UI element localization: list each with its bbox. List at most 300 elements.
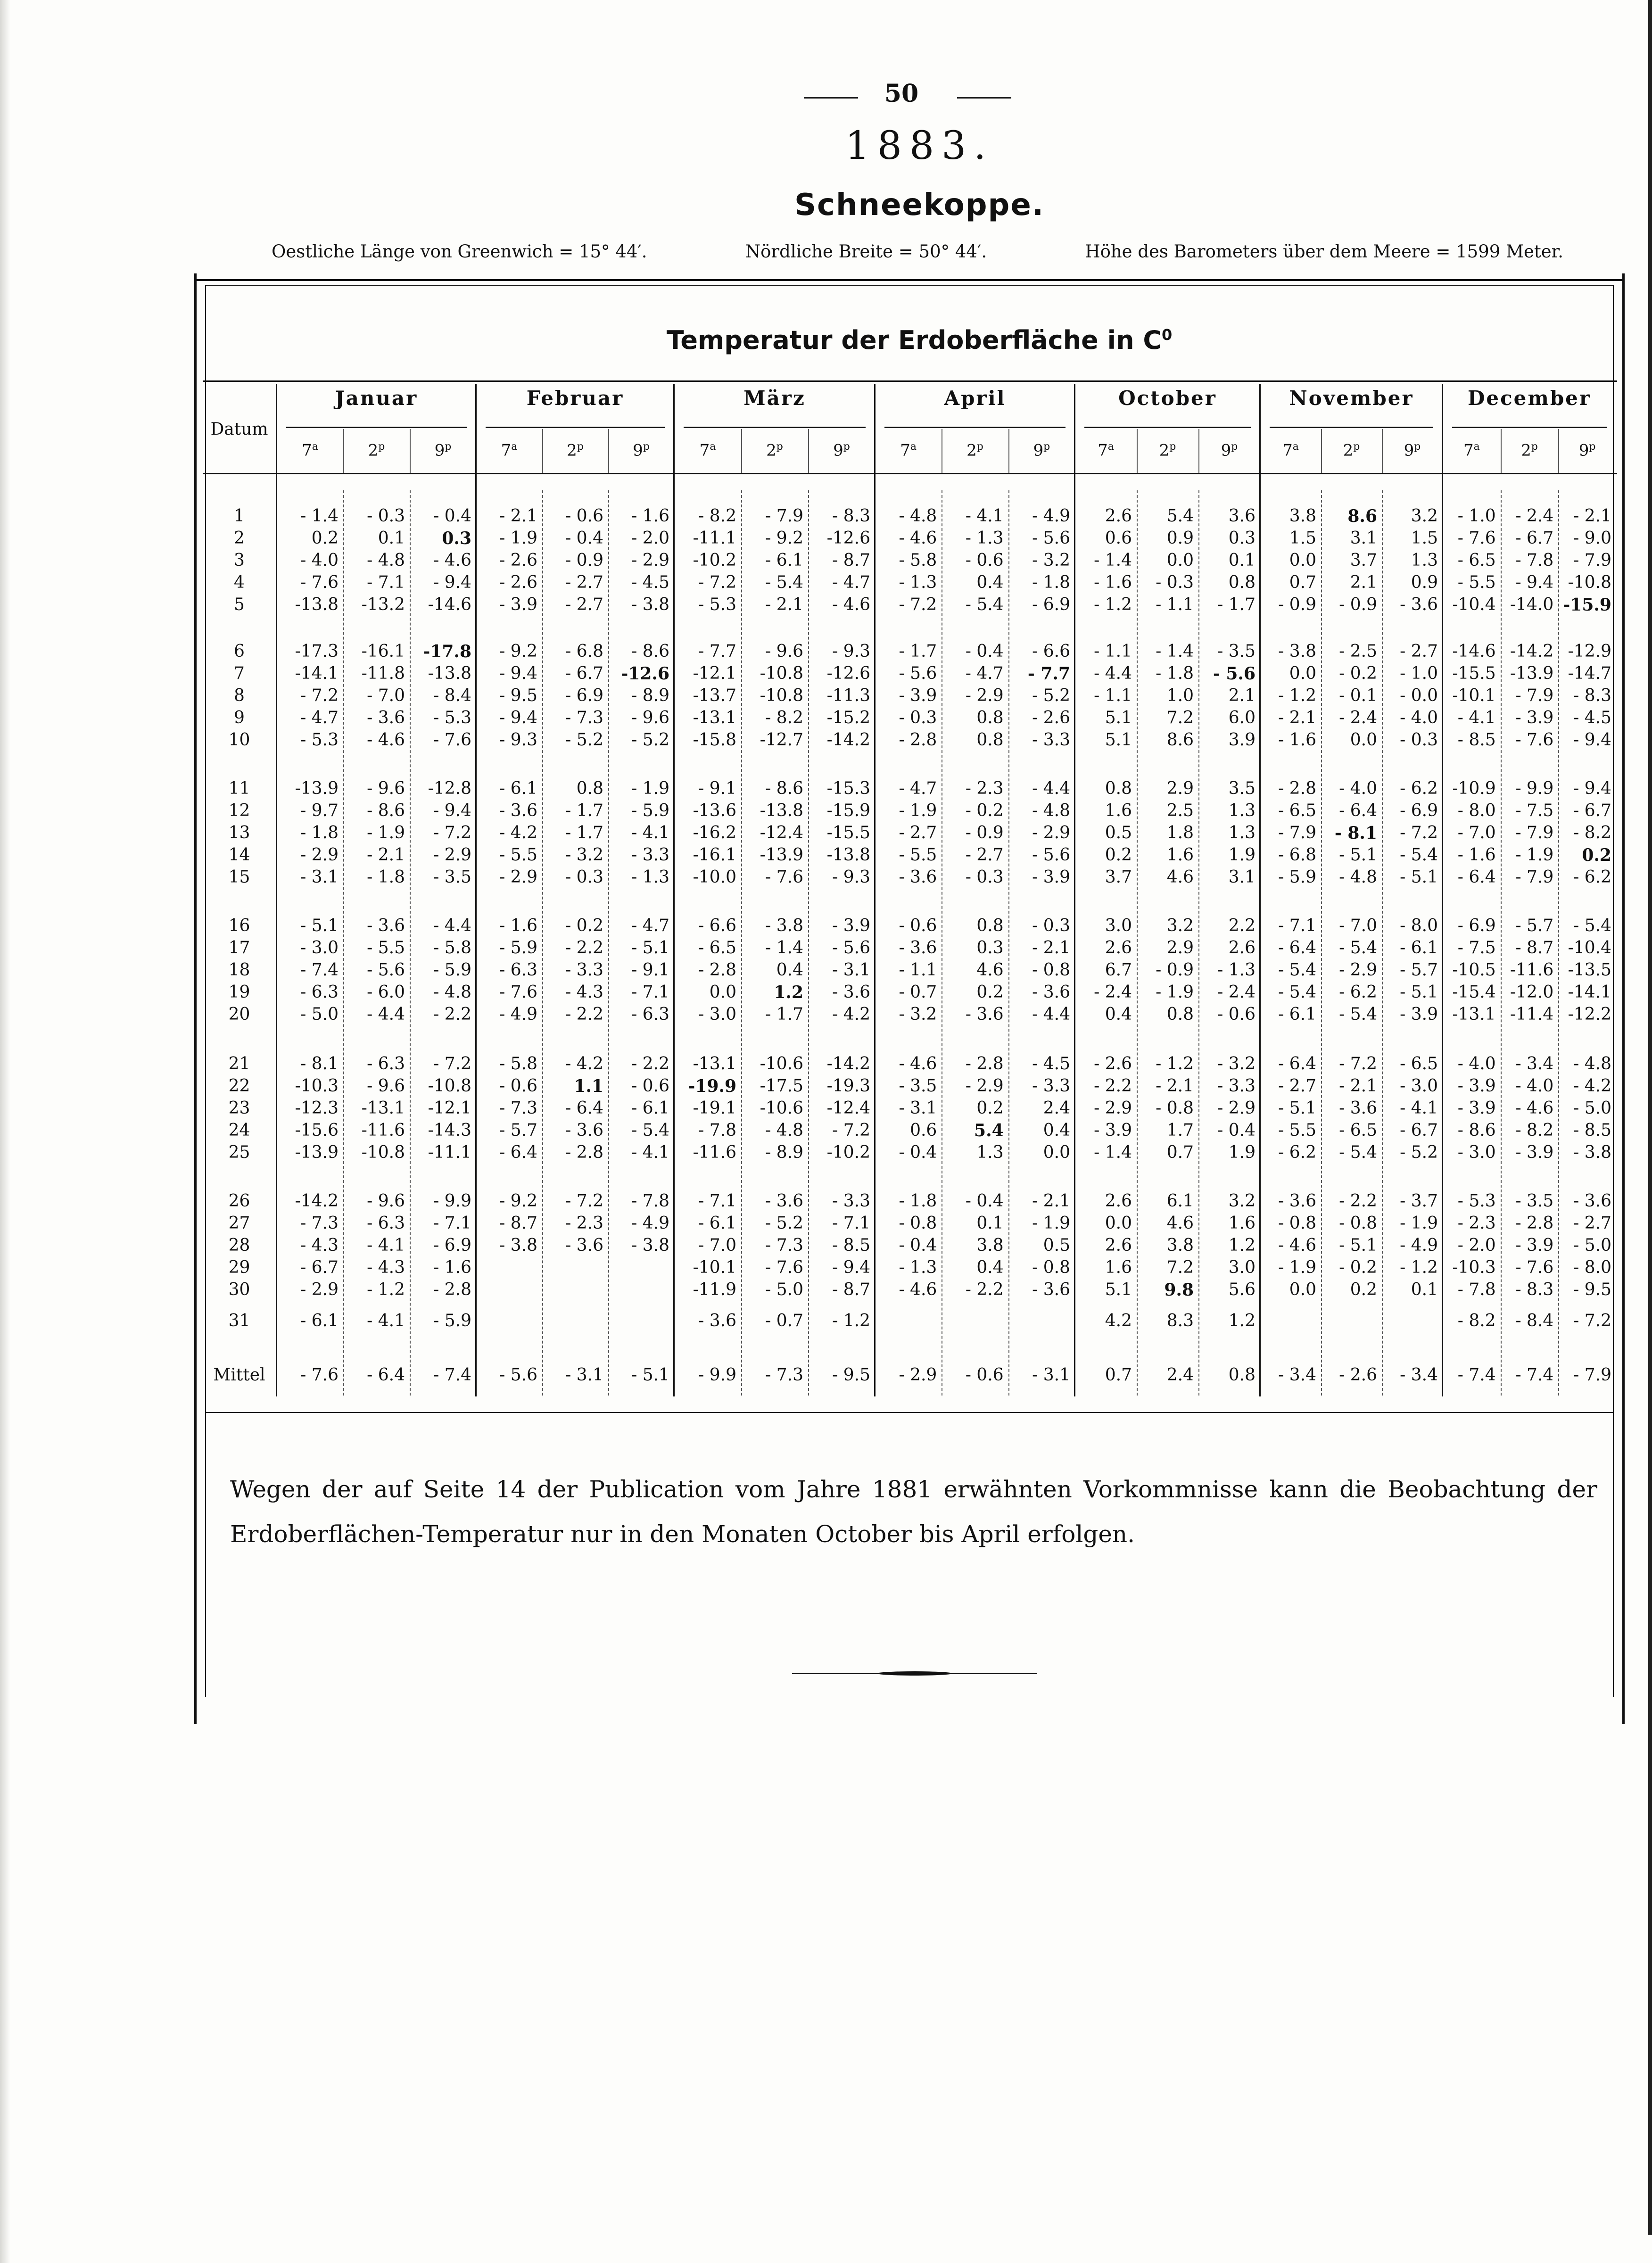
month-column-border <box>673 384 675 1396</box>
table-cell: - 3.6 <box>565 1121 603 1140</box>
row-label: 8 <box>234 686 245 705</box>
subcolumn-hour: 9 <box>633 441 643 460</box>
table-cell: - 4.8 <box>1339 867 1377 887</box>
table-cell: - 5.9 <box>499 938 537 958</box>
table-cell: - 8.6 <box>367 801 405 820</box>
subcolumn-header <box>1137 441 1198 460</box>
subcolumn-dashed-divider <box>343 490 344 1396</box>
table-cell: - 4.5 <box>631 573 669 592</box>
table-cell: - 4.1 <box>367 1311 405 1330</box>
table-cell: 3.5 <box>1228 779 1256 798</box>
table-cell: 7.2 <box>1166 708 1194 727</box>
table-cell: - 2.6 <box>1094 1054 1132 1074</box>
table-cell: - 3.7 <box>1400 1191 1438 1211</box>
table-cell: - 3.6 <box>698 1311 736 1330</box>
table-cell: - 3.9 <box>1094 1121 1132 1140</box>
table-cell: - 0.1 <box>1339 686 1377 705</box>
row-label: 2 <box>234 529 245 548</box>
row-label: 27 <box>228 1214 250 1233</box>
table-cell: - 8.7 <box>832 1280 870 1299</box>
table-cell: -10.6 <box>760 1098 803 1118</box>
table-cell: -12.0 <box>1510 983 1554 1002</box>
table-cell: - 3.8 <box>631 1236 669 1255</box>
table-cell: 0.9 <box>1411 573 1438 592</box>
row-label: 16 <box>228 916 250 935</box>
table-cell: - 0.2 <box>1339 664 1377 683</box>
table-cell: - 4.0 <box>300 551 339 570</box>
table-cell: - 1.3 <box>965 529 1004 548</box>
table-cell: - 3.0 <box>698 1005 736 1024</box>
table-cell: - 3.6 <box>499 801 537 820</box>
table-cell: - 5.1 <box>1339 1236 1377 1255</box>
table-cell: 4.6 <box>976 960 1004 980</box>
table-cell: -14.7 <box>1568 664 1611 683</box>
table-cell: - 6.1 <box>765 551 803 570</box>
table-cell: 0.5 <box>1043 1236 1070 1255</box>
table-cell: -13.9 <box>295 779 339 798</box>
table-cell: - 3.9 <box>1032 867 1070 887</box>
subcolumn-suffix: a <box>1292 441 1299 453</box>
table-cell: - 4.4 <box>367 1005 405 1024</box>
subcolumn-hour: 9 <box>1578 441 1589 460</box>
subcolumn-divider <box>808 429 809 474</box>
table-cell: 2.4 <box>1166 1365 1194 1385</box>
table-cell: - 3.6 <box>1278 1191 1316 1211</box>
table-cell: 8.6 <box>1166 730 1194 750</box>
table-cell: - 9.9 <box>698 1365 736 1385</box>
table-cell: 3.8 <box>1166 1236 1194 1255</box>
table-cell: - 4.8 <box>1032 801 1070 820</box>
table-cell: - 2.3 <box>1457 1214 1496 1233</box>
page-edge <box>1648 0 1652 2235</box>
subcolumn-header <box>741 441 808 460</box>
table-cell: - 9.3 <box>499 730 537 750</box>
table-cell: - 7.1 <box>832 1214 870 1233</box>
table-cell: - 3.9 <box>1515 708 1554 727</box>
table-cell: - 6.1 <box>1400 938 1438 958</box>
table-cell: 3.0 <box>1105 916 1132 935</box>
table-cell: -12.6 <box>826 664 870 683</box>
page-number: 50 <box>884 79 919 108</box>
table-cell: - 1.0 <box>1400 664 1438 683</box>
subcolumn-dashed-divider <box>1008 490 1009 1396</box>
table-cell: 0.0 <box>1289 664 1316 683</box>
table-cell: - 7.2 <box>1400 823 1438 842</box>
table-cell: -15.3 <box>826 779 870 798</box>
table-cell: - 7.2 <box>698 573 736 592</box>
table-cell: - 6.7 <box>1573 801 1611 820</box>
table-cell: - 1.4 <box>1094 1143 1132 1162</box>
table-cell: - 6.2 <box>1400 779 1438 798</box>
subcolumn-hour: 9 <box>1221 441 1231 460</box>
table-cell: - 2.7 <box>899 823 937 842</box>
table-cell: -11.3 <box>826 686 870 705</box>
table-title-degree: 0 <box>1161 326 1173 344</box>
table-cell: 6.1 <box>1166 1191 1194 1211</box>
end-ornament <box>792 1671 1037 1675</box>
table-cell: - 9.3 <box>832 867 870 887</box>
table-cell: - 0.4 <box>1217 1121 1256 1140</box>
table-cell: - 1.6 <box>433 1258 471 1277</box>
table-cell: -14.3 <box>428 1121 471 1140</box>
table-cell: - 4.1 <box>1400 1098 1438 1118</box>
table-cell: - 7.9 <box>765 506 803 526</box>
table-cell: - 4.8 <box>433 983 471 1002</box>
table-cell: - 6.5 <box>1457 551 1496 570</box>
table-cell: - 6.8 <box>565 642 603 661</box>
table-cell: - 1.2 <box>1094 595 1132 614</box>
table-cell: - 2.7 <box>1573 1214 1611 1233</box>
table-cell: 5.4 <box>1166 506 1194 526</box>
table-cell: -13.2 <box>361 595 405 614</box>
table-cell: - 3.5 <box>899 1076 937 1096</box>
geo-latitude: Nördliche Breite = 50° 44′. <box>745 241 987 262</box>
table-cell: - 1.8 <box>1156 664 1194 683</box>
table-cell: -13.9 <box>1510 664 1554 683</box>
table-cell: 2.9 <box>1166 779 1194 798</box>
table-cell: - 6.3 <box>367 1054 405 1074</box>
table-cell: -10.8 <box>1568 573 1611 592</box>
table-cell: - 3.2 <box>899 1005 937 1024</box>
table-cell: - 3.8 <box>1278 642 1316 661</box>
table-cell: - 4.9 <box>1032 506 1070 526</box>
table-cell: - 8.2 <box>1573 823 1611 842</box>
table-cell: - 6.3 <box>367 1214 405 1233</box>
subcolumn-divider <box>1198 429 1199 474</box>
month-header-januar: Januar <box>335 387 418 410</box>
subcolumn-suffix: p <box>776 441 783 453</box>
table-cell: - 6.3 <box>499 960 537 980</box>
subcolumn-dashed-divider <box>808 490 809 1396</box>
subcolumn-header <box>476 441 542 460</box>
table-cell: 0.0 <box>709 983 736 1002</box>
table-cell: - 5.2 <box>565 730 603 750</box>
table-cell: - 9.6 <box>765 642 803 661</box>
subcolumn-header <box>410 441 476 460</box>
month-header-märz: März <box>743 387 806 410</box>
table-cell: - 6.9 <box>1457 916 1496 935</box>
table-cell: - 0.3 <box>899 708 937 727</box>
subcolumn-dashed-divider <box>1501 490 1502 1396</box>
geo-longitude: Oestliche Länge von Greenwich = 15° 44′. <box>272 241 647 262</box>
table-cell: - 2.3 <box>965 779 1004 798</box>
table-cell: - 7.2 <box>433 1054 471 1074</box>
table-cell: 5.6 <box>1228 1280 1256 1299</box>
table-cell: - 8.9 <box>765 1143 803 1162</box>
subcolumn-header <box>1501 441 1559 460</box>
table-cell: - 6.0 <box>367 983 405 1002</box>
table-cell: - 3.0 <box>1457 1143 1496 1162</box>
month-header-october: October <box>1118 387 1217 410</box>
subcolumn-header <box>343 441 410 460</box>
table-cell: - 3.0 <box>300 938 339 958</box>
table-cell: - 5.8 <box>433 938 471 958</box>
table-cell: -10.4 <box>1452 595 1496 614</box>
table-cell: - 4.2 <box>832 1005 870 1024</box>
table-cell: - 5.4 <box>765 573 803 592</box>
table-cell: - 7.8 <box>1515 551 1554 570</box>
subcolumn-divider <box>1137 429 1138 474</box>
table-cell: - 7.0 <box>698 1236 736 1255</box>
table-cell: - 7.9 <box>1515 686 1554 705</box>
row-label: Mittel <box>213 1365 265 1385</box>
table-cell: - 1.2 <box>832 1311 870 1330</box>
table-cell: - 0.9 <box>965 823 1004 842</box>
table-cell: - 9.4 <box>1573 730 1611 750</box>
table-cell: - 2.7 <box>565 595 603 614</box>
frame-top-rule <box>197 279 1622 281</box>
table-cell: - 9.4 <box>499 708 537 727</box>
table-cell: - 5.2 <box>765 1214 803 1233</box>
subcolumn-dashed-divider <box>410 490 411 1396</box>
table-cell: -10.8 <box>760 664 803 683</box>
table-cell: - 5.1 <box>1339 845 1377 865</box>
table-cell: - 7.6 <box>765 867 803 887</box>
table-cell: -10.8 <box>428 1076 471 1096</box>
table-cell: 2.9 <box>1166 938 1194 958</box>
table-cell: -12.9 <box>1568 642 1611 661</box>
table-cell: - 6.9 <box>433 1236 471 1255</box>
table-cell: - 3.6 <box>565 1236 603 1255</box>
table-cell: - 2.8 <box>565 1143 603 1162</box>
table-cell: 0.2 <box>1105 845 1132 865</box>
row-label: 31 <box>228 1311 250 1330</box>
subcolumn-divider <box>741 429 742 474</box>
table-cell: - 1.9 <box>1156 983 1194 1002</box>
table-cell: - 6.5 <box>1278 801 1316 820</box>
table-cell: 3.8 <box>1289 506 1316 526</box>
table-cell: - 1.1 <box>1094 642 1132 661</box>
table-cell: - 7.0 <box>367 686 405 705</box>
table-cell: - 3.6 <box>1339 1098 1377 1118</box>
subcolumn-header <box>674 441 741 460</box>
month-header-rule <box>486 427 665 428</box>
table-cell: - 2.9 <box>1339 960 1377 980</box>
table-cell: - 1.9 <box>631 779 669 798</box>
table-cell: - 4.6 <box>899 1280 937 1299</box>
table-cell: -10.8 <box>361 1143 405 1162</box>
table-cell: - 5.0 <box>765 1280 803 1299</box>
table-cell: - 0.3 <box>1032 916 1070 935</box>
table-cell: - 3.1 <box>565 1365 603 1385</box>
table-cell: 2.1 <box>1228 686 1256 705</box>
table-cell: 0.0 <box>1289 551 1316 570</box>
row-label: 14 <box>228 845 250 865</box>
table-cell: - 5.4 <box>1278 960 1316 980</box>
table-cell: - 8.2 <box>765 708 803 727</box>
subcolumn-header <box>277 441 343 460</box>
table-cell: - 9.5 <box>1573 1280 1611 1299</box>
table-cell: - 1.4 <box>1094 551 1132 570</box>
table-cell: - 2.7 <box>965 845 1004 865</box>
table-cell: -15.8 <box>693 730 736 750</box>
subcolumn-hour: 7 <box>900 441 910 460</box>
table-cell: - 6.4 <box>1457 867 1496 887</box>
month-header-rule <box>1452 427 1607 428</box>
table-cell: - 5.1 <box>631 1365 669 1385</box>
table-cell: - 8.0 <box>1400 916 1438 935</box>
month-header-december: December <box>1467 387 1592 410</box>
table-cell: - 2.6 <box>1032 708 1070 727</box>
table-cell: - 6.3 <box>300 983 339 1002</box>
table-cell: - 2.2 <box>1339 1191 1377 1211</box>
table-cell: - 3.6 <box>765 1191 803 1211</box>
table-cell: - 5.0 <box>1573 1236 1611 1255</box>
table-cell: -12.8 <box>428 779 471 798</box>
table-cell: - 4.8 <box>899 506 937 526</box>
table-cell: - 3.6 <box>1032 983 1070 1002</box>
table-cell: - 7.2 <box>1339 1054 1377 1074</box>
table-cell: - 7.6 <box>300 1365 339 1385</box>
table-cell: -13.9 <box>760 845 803 865</box>
table-cell: - 2.3 <box>565 1214 603 1233</box>
table-cell: 0.7 <box>1105 1365 1132 1385</box>
table-cell: -16.1 <box>693 845 736 865</box>
table-cell: - 5.5 <box>1278 1121 1316 1140</box>
table-cell: - 7.4 <box>433 1365 471 1385</box>
table-cell: 2.6 <box>1105 938 1132 958</box>
table-cell: - 7.0 <box>1339 916 1377 935</box>
table-cell: - 6.7 <box>565 664 603 683</box>
table-cell: 3.6 <box>1228 506 1256 526</box>
table-cell: 5.1 <box>1105 708 1132 727</box>
table-cell: - 2.9 <box>1032 823 1070 842</box>
table-cell: 3.0 <box>1228 1258 1256 1277</box>
table-cell: -10.2 <box>693 551 736 570</box>
table-cell: 0.3 <box>1228 529 1256 548</box>
table-cell: 2.2 <box>1228 916 1256 935</box>
table-cell: - 6.1 <box>1278 1005 1316 1024</box>
table-cell: -15.5 <box>826 823 870 842</box>
table-cell: - 9.6 <box>631 708 669 727</box>
table-cell: -12.4 <box>826 1098 870 1118</box>
table-cell: - 8.7 <box>832 551 870 570</box>
table-cell: - 0.8 <box>1278 1214 1316 1233</box>
subcolumn-hour: 7 <box>1098 441 1108 460</box>
table-cell: -12.6 <box>621 664 669 684</box>
table-cell: - 7.6 <box>1515 1258 1554 1277</box>
subcolumn-header <box>1443 441 1501 460</box>
month-column-border <box>475 384 477 1396</box>
subcolumn-suffix: p <box>1043 441 1050 453</box>
table-cell: -13.5 <box>1568 960 1611 980</box>
table-cell: - 6.5 <box>698 938 736 958</box>
table-cell: -14.2 <box>1510 642 1554 661</box>
table-cell: - 3.6 <box>1573 1191 1611 1211</box>
table-cell: - 8.6 <box>1457 1121 1496 1140</box>
subcolumn-suffix: p <box>643 441 650 453</box>
table-cell: - 4.6 <box>1278 1236 1316 1255</box>
table-cell: - 6.4 <box>1278 1054 1316 1074</box>
table-cell: - 5.4 <box>1400 845 1438 865</box>
subcolumn-dashed-divider <box>608 490 609 1396</box>
subcolumn-suffix: a <box>910 441 917 453</box>
table-cell: - 8.1 <box>1334 823 1377 843</box>
table-cell: - 5.0 <box>1573 1098 1611 1118</box>
table-cell: - 0.7 <box>899 983 937 1002</box>
table-cell: - 1.9 <box>499 529 537 548</box>
table-cell: - 0.6 <box>631 1076 669 1096</box>
table-cell: - 3.8 <box>631 595 669 614</box>
table-title-text: Temperatur der Erdoberfläche in C <box>666 325 1162 355</box>
table-cell: - 4.6 <box>367 730 405 750</box>
table-cell: - 5.9 <box>433 960 471 980</box>
table-cell: 7.2 <box>1166 1258 1194 1277</box>
table-cell: 0.6 <box>1105 529 1132 548</box>
table-cell: -12.1 <box>428 1098 471 1118</box>
table-cell: - 9.0 <box>1573 529 1611 548</box>
table-cell: - 6.9 <box>1032 595 1070 614</box>
table-cell: 0.4 <box>1105 1005 1132 1024</box>
table-cell: - 1.0 <box>1457 506 1496 526</box>
month-header-april: April <box>944 387 1006 410</box>
table-cell: - 5.7 <box>1515 916 1554 935</box>
geo-altitude: Höhe des Barometers über dem Meere = 1599 Meter. <box>1085 241 1563 262</box>
table-cell: - 9.6 <box>367 1076 405 1096</box>
table-cell: - 3.8 <box>765 916 803 935</box>
subcolumn-header <box>875 441 942 460</box>
table-cell: - 2.4 <box>1515 506 1554 526</box>
table-cell: - 6.6 <box>698 916 736 935</box>
subcolumn-hour: 7 <box>501 441 512 460</box>
table-cell: - 2.8 <box>1278 779 1316 798</box>
table-cell: - 2.7 <box>1400 642 1438 661</box>
row-label: 6 <box>234 642 245 661</box>
table-cell: - 2.9 <box>1094 1098 1132 1118</box>
table-cell: - 1.9 <box>1278 1258 1316 1277</box>
table-cell: -12.4 <box>760 823 803 842</box>
subcolumn-header <box>1008 441 1075 460</box>
table-cell: - 5.5 <box>1457 573 1496 592</box>
table-cell: - 9.7 <box>300 801 339 820</box>
table-cell: 0.0 <box>1289 1280 1316 1299</box>
table-cell: - 6.5 <box>1339 1121 1377 1140</box>
table-cell: - 5.2 <box>631 730 669 750</box>
subcolumn-header <box>608 441 674 460</box>
frame-table-bottom-rule <box>205 1412 1614 1413</box>
table-cell: - 7.2 <box>433 823 471 842</box>
table-cell: 1.8 <box>1166 823 1194 842</box>
table-cell: - 0.9 <box>565 551 603 570</box>
table-cell: - 4.1 <box>631 823 669 842</box>
table-cell: - 5.2 <box>1400 1143 1438 1162</box>
table-cell: - 7.1 <box>1278 916 1316 935</box>
table-cell: - 0.3 <box>367 506 405 526</box>
table-cell: -13.1 <box>693 708 736 727</box>
month-header-rule <box>286 427 467 428</box>
month-header-februar: Februar <box>526 387 624 410</box>
row-label: 26 <box>228 1191 250 1211</box>
table-cell: - 1.9 <box>367 823 405 842</box>
table-cell: - 2.9 <box>300 845 339 865</box>
month-column-border <box>1259 384 1261 1396</box>
table-cell: - 7.6 <box>1457 529 1496 548</box>
table-cell: - 2.7 <box>565 573 603 592</box>
table-cell: - 0.3 <box>965 867 1004 887</box>
subcolumn-header <box>1321 441 1382 460</box>
table-cell: -10.9 <box>1452 779 1496 798</box>
month-header-rule <box>684 427 866 428</box>
table-cell: 4.2 <box>1105 1311 1132 1330</box>
row-label: 21 <box>228 1054 250 1074</box>
subcolumn-hour: 2 <box>567 441 577 460</box>
table-cell: - 5.4 <box>1278 983 1316 1002</box>
table-cell: - 5.4 <box>631 1121 669 1140</box>
table-cell: - 3.6 <box>965 1005 1004 1024</box>
table-cell: - 1.3 <box>1217 960 1256 980</box>
table-cell: - 2.0 <box>1457 1236 1496 1255</box>
row-label: 15 <box>228 867 250 887</box>
